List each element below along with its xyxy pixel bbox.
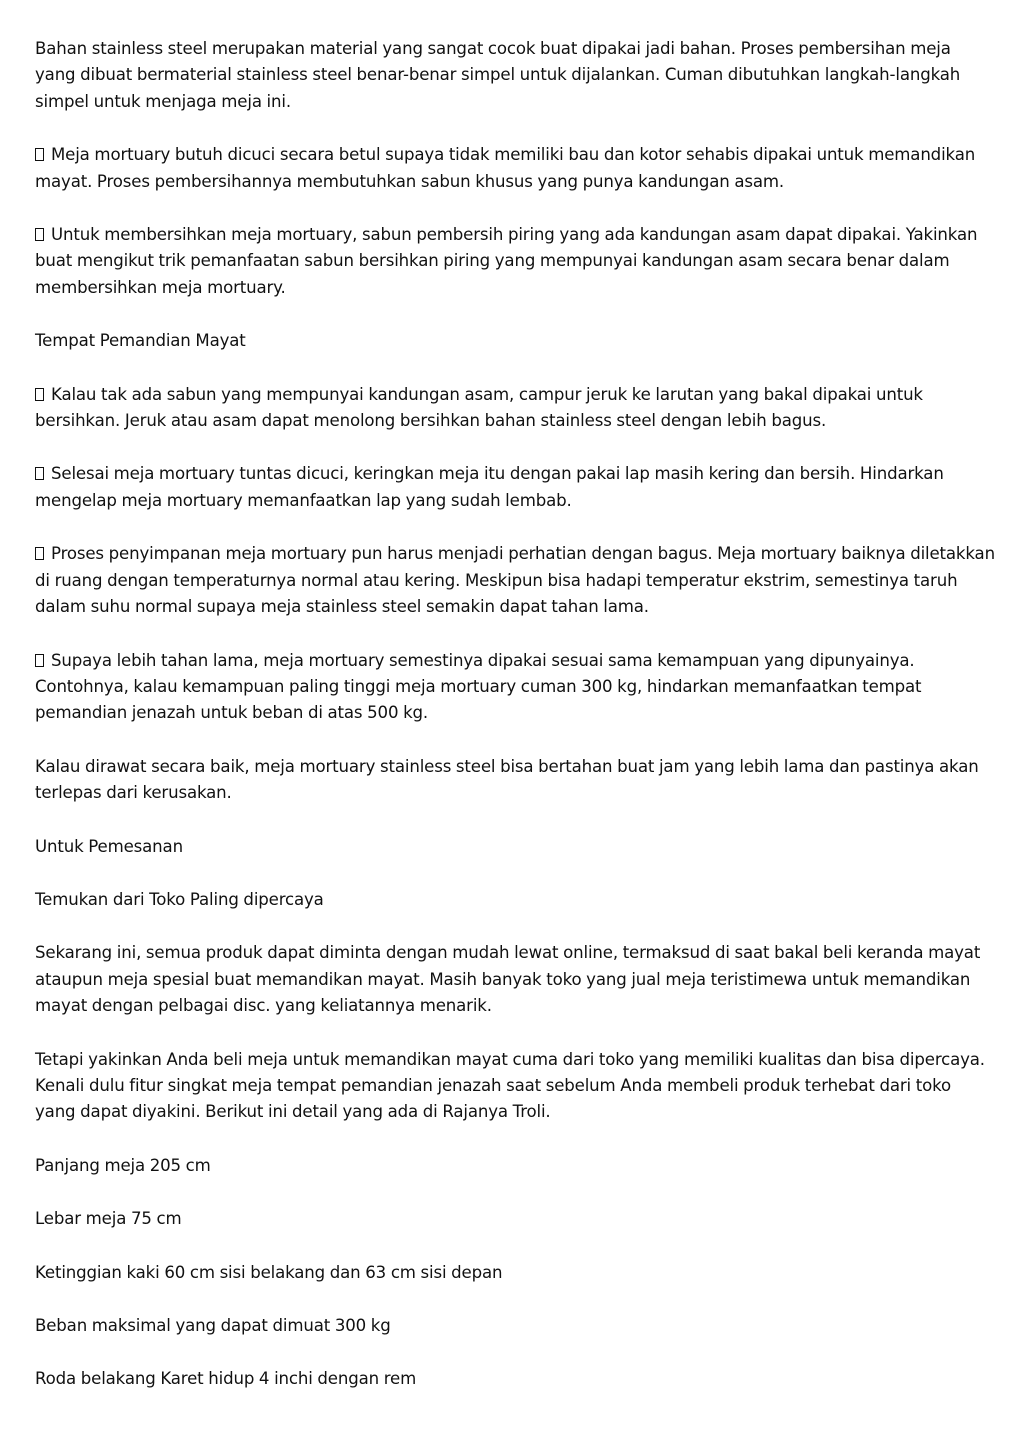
- paragraph-text: Proses penyimpanan meja mortuary pun harus menjadi perhatian dengan bagus. Meja mortuary baiknya diletakkan di ruang dengan temperaturnya normal atau kering. Meskipun bisa hadapi temperatur ekstrim, semestinya taruh dalam suhu normal supaya meja stainless steel semakin dapat tahan lama.: [35, 544, 995, 617]
- paragraph-text: Tempat Pemandian Mayat: [35, 331, 246, 351]
- paragraph-text: Temukan dari Toko Paling dipercaya: [35, 889, 324, 909]
- paragraph: [35, 1047, 995, 1126]
- bullet-paragraph: [35, 461, 995, 514]
- document-page: [35, 36, 995, 1420]
- paragraph-text: Tetapi yakinkan Anda beli meja untuk memandikan mayat cuma dari toko yang memiliki kualitas dan bisa dipercaya. Kenali dulu fitur singkat meja tempat pemandian jenazah saat sebelum Anda membeli produk terhebat dari toko yang dapat diyakini. Berikut ini detail yang ada di Rajanya Troli.: [35, 1049, 985, 1122]
- paragraph-text: Roda belakang Karet hidup 4 inchi dengan rem: [35, 1369, 417, 1389]
- paragraph: [35, 754, 995, 807]
- paragraph: [35, 940, 995, 1019]
- missing-glyph-bullet-icon: [35, 467, 44, 480]
- spec-line: [35, 1260, 995, 1286]
- bullet-paragraph: [35, 382, 995, 435]
- missing-glyph-bullet-icon: [35, 654, 44, 667]
- paragraph-text: Sekarang ini, semua produk dapat diminta dengan mudah lewat online, termaksud di saat bakal beli keranda mayat ataupun meja spesial buat memandikan mayat. Masih banyak toko yang jual meja teristimewa untuk memandikan mayat dengan pelbagai disc. yang keliatannya menarik.: [35, 943, 981, 1016]
- missing-glyph-bullet-icon: [35, 388, 44, 401]
- paragraph-text: Kalau dirawat secara baik, meja mortuary stainless steel bisa bertahan buat jam yang lebih lama dan pastinya akan terlepas dari kerusakan.: [35, 756, 979, 803]
- missing-glyph-bullet-icon: [35, 547, 44, 560]
- section-heading: [35, 328, 995, 354]
- bullet-paragraph: [35, 541, 995, 620]
- missing-glyph-bullet-icon: [35, 148, 44, 161]
- bullet-paragraph: [35, 142, 995, 195]
- paragraph-text: Ketinggian kaki 60 cm sisi belakang dan 63 cm sisi depan: [35, 1262, 503, 1282]
- paragraph-text: Selesai meja mortuary tuntas dicuci, keringkan meja itu dengan pakai lap masih kering dan bersih. Hindarkan mengelap meja mortuary memanfaatkan lap yang sudah lembab.: [35, 464, 944, 510]
- paragraph-text: Beban maksimal yang dapat dimuat 300 kg: [35, 1316, 391, 1335]
- spec-line: [35, 1206, 995, 1232]
- section-heading: [35, 887, 995, 913]
- missing-glyph-bullet-icon: [35, 228, 44, 241]
- bullet-paragraph: [35, 648, 995, 727]
- paragraph-text: Kalau tak ada sabun yang mempunyai kandungan asam, campur jeruk ke larutan yang bakal dipakai untuk bersihkan. Jeruk atau asam dapat menolong bersihkan bahan stainless steel dengan lebih bagus.: [35, 384, 923, 431]
- bullet-paragraph: [35, 222, 995, 301]
- paragraph-text: Untuk membersihkan meja mortuary, sabun pembersih piring yang ada kandungan asam dapat dipakai. Yakinkan buat mengikut trik pemanfaatan sabun bersihkan piring yang mempunyai kandungan asam secara benar dalam membersihkan meja mortuary.: [35, 225, 978, 297]
- paragraph-text: Untuk Pemesanan: [35, 836, 183, 856]
- paragraph-text: Panjang meja 205 cm: [35, 1155, 211, 1175]
- paragraph-text: Lebar meja 75 cm: [35, 1209, 182, 1229]
- paragraph-text: Supaya lebih tahan lama, meja mortuary semestinya dipakai sesuai sama kemampuan yang dipunyainya. Contohnya, kalau kemampuan paling tinggi meja mortuary cuman 300 kg, hindarkan memanfaatkan tempat pemandian jenazah untuk beban di atas 500 kg.: [35, 650, 922, 723]
- paragraph-text: Meja mortuary butuh dicuci secara betul supaya tidak memiliki bau dan kotor sehabis dipakai untuk memandikan mayat. Proses pembersihannya membutuhkan sabun khusus yang punya kandungan asam.: [35, 145, 976, 191]
- spec-line: [35, 1366, 995, 1392]
- spec-line: [35, 1153, 995, 1179]
- section-heading: [35, 834, 995, 860]
- paragraph-text: Bahan stainless steel merupakan material yang sangat cocok buat dipakai jadi bahan. Proses pembersihan meja yang dibuat bermaterial stainless steel benar-benar simpel untuk dijalankan. Cuman dibutuhkan langkah-langkah simpel untuk menjaga meja ini.: [35, 39, 961, 111]
- paragraph: [35, 36, 995, 115]
- spec-line: [35, 1313, 995, 1339]
